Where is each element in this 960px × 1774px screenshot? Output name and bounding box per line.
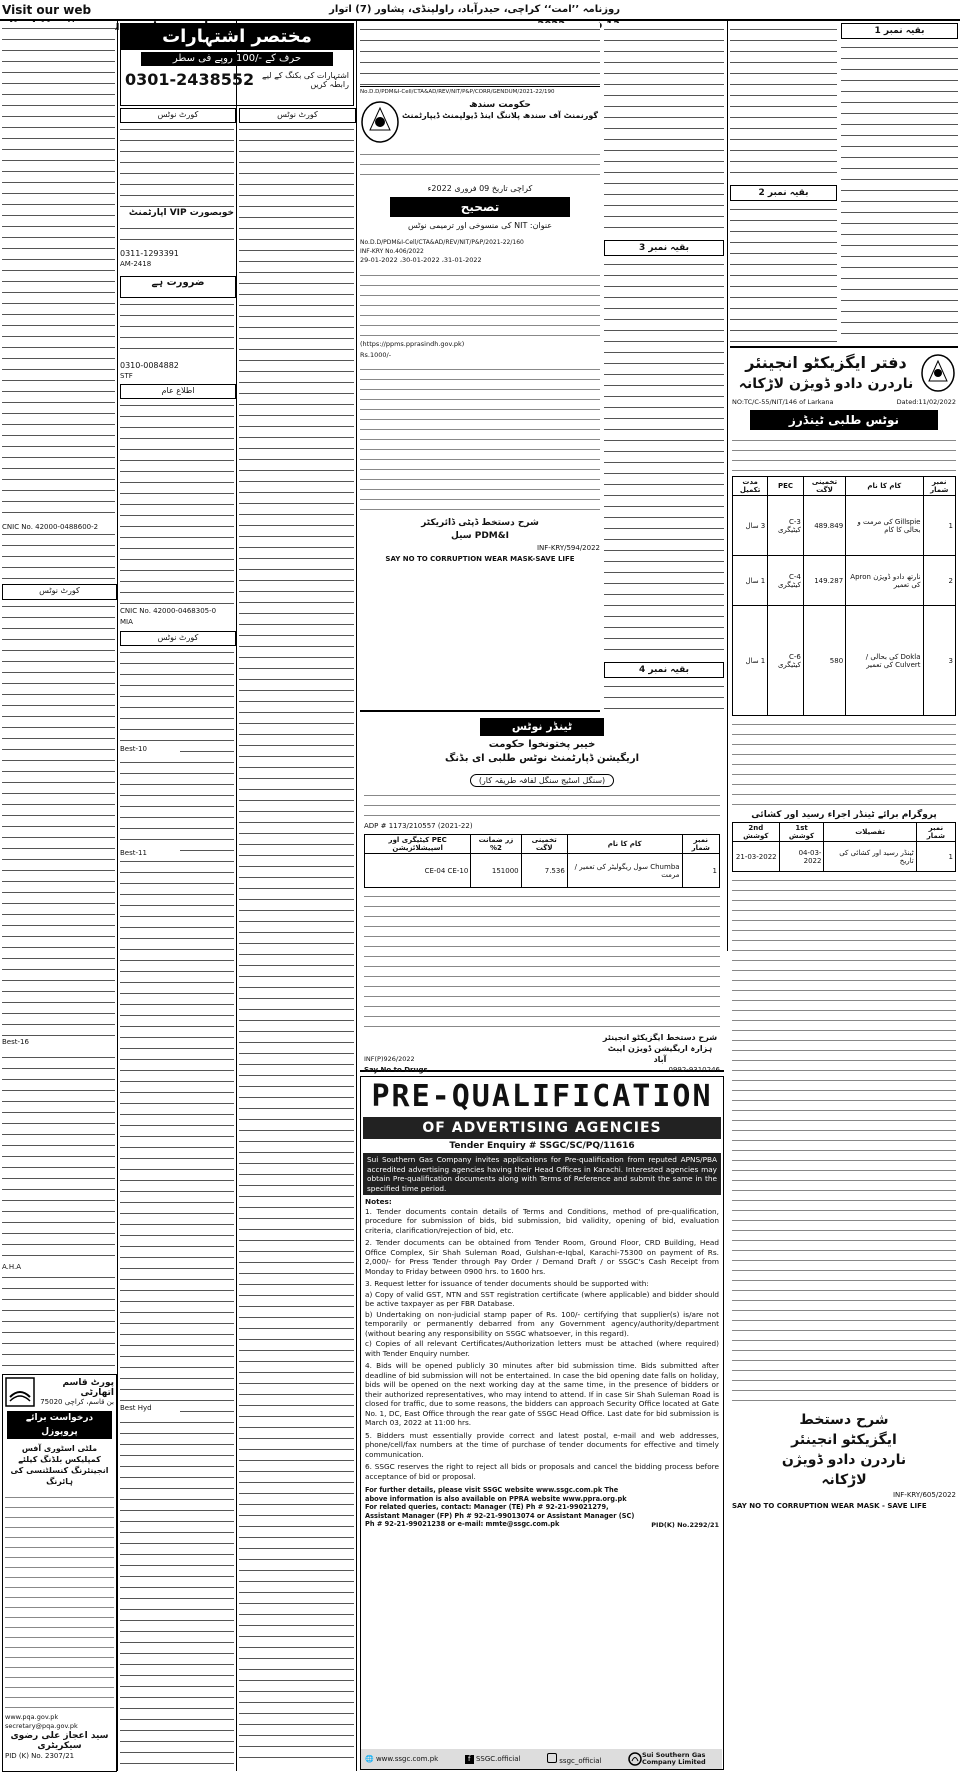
kp-adp: ADP # 1173/210557 (2021-22) — [364, 822, 473, 830]
pqa-web[interactable]: www.pqa.gov.pk — [5, 1713, 59, 1721]
instagram-icon — [547, 1753, 557, 1763]
table-header: تخمینی لاگت — [803, 477, 845, 496]
sindh-inf: INF-KRY/594/2022 — [536, 544, 600, 552]
news-column — [730, 203, 837, 343]
facebook-icon: f — [465, 1755, 474, 1764]
table-header: کام کا نام — [846, 477, 923, 496]
ssgc-note: a) Copy of valid GST, NTN and SST registration certificate (where applicable) and bidder should be active taxpayer as per FBR Database. — [365, 1289, 719, 1308]
table-row: 3 Dokla کی بحالی / Culvert کی تعمیر 580 C-6 کیٹیگری 1 سال — [733, 606, 956, 716]
need-heading: ضرورت ہے — [120, 276, 236, 298]
ssgc-prequalification-notice — [360, 1076, 724, 1770]
dateline: روزنامہ ’’امت‘‘ کراچی، حیدرآباد، راولپنڈی، پشاور (7) اتوار — [329, 4, 620, 15]
ssgc-title: PRE-QUALIFICATION — [371, 1079, 713, 1114]
best-label: Best-11 — [120, 848, 180, 859]
larkana-title-1: دفتر ایگزیکٹو انجینئر — [745, 353, 907, 372]
classified-column-1 — [2, 22, 115, 1770]
bakiya-1-heading: بقیہ نمبر 1 — [841, 23, 958, 39]
larkana-program-title: پروگرام برائے ٹینڈر اجراء رسید اور کشائی — [751, 810, 937, 820]
phone-number[interactable]: 0311-1293391 — [120, 249, 179, 258]
ssgc-note: b) Undertaking on non-judicial stamp paper of Rs. 100/- certifying that supplier(s) is/are not temporarily or permanently debarred from any Government agency/authority/department (without bearing any responsibility on SSGC whatsoever, in this regard). — [365, 1309, 719, 1338]
ssgc-company: Sui Southern Gas Company Limited — [628, 1752, 718, 1766]
ssgc-subtitle: OF ADVERTISING AGENCIES — [363, 1117, 721, 1139]
masthead-rule — [0, 19, 960, 21]
pqa-banner: درخواست برائے پروپوزل — [7, 1411, 112, 1439]
kp-subtitle: (سنگل اسٹیج سنگل لفافہ طریقہ کار) — [470, 774, 614, 787]
best-label: Best Hyd — [120, 1403, 180, 1414]
court-notice-heading: کورٹ نوٹس — [239, 108, 356, 123]
section-rule — [360, 86, 600, 87]
bakiya-4-heading: بقیہ نمبر 4 — [604, 662, 724, 678]
table-header: نمبر شمار — [923, 477, 956, 496]
ssgc-note: 5. Bidders must essentially provide correct and latest postal, e-mail and web addresses, phone/cell/fax numbers at the time of purchase of tender documents for effective and timely communication. — [365, 1430, 719, 1459]
kp-tender-table: نمبر شمار کام کا نام تخمینی لاگت زر ضمانت 2% PEC کیٹیگری اور اسپیشلائزیشن 1 Chumba سول ریگولیٹر کی تعمیر / مرمت 7.536 151000 CE-04 CE-10 — [364, 834, 720, 888]
table-row: 1 Gillspie کی مرمت و بحالی کا کام 489.849 C-3 کیٹیگری 3 سال — [733, 496, 956, 556]
pqa-address: بن قاسم، کراچی 75020 — [40, 1398, 114, 1406]
ssgc-logo-icon — [628, 1752, 642, 1766]
ssgc-note: 4. Bids will be opened publicly 30 minutes after bid submission time. Bids submitted after deadline of bid submission will not be entertained. In case the bid opening date falls on holiday, bids will be opened on the next working day at the same time, in the presence of bidders or their authorized representatives, who may intend to attend. If in case Sir Shah Suleman Road is closed for traffic, due to some reasons, the bidders can approach Security Office located at Gate No. 1, DC, East Office through the rear gate of SSGC Head Office. Last date for bid submission is March 03, 2022 at 11:00 hrs. — [365, 1361, 719, 1427]
classified-phone[interactable]: 0301-2438552 — [125, 70, 255, 89]
ssgc-note: 1. Tender documents contain details of Terms and Conditions, method of pre-qualification, procedure for submission of bids, bid submission, bid validity, opening of bid, evaluation criteria, clarification/rejection of bid, etc. — [365, 1206, 719, 1235]
sindh-footer: SAY NO TO CORRUPTION WEAR MASK-SAVE LIFE — [385, 555, 575, 563]
larkana-inf: INF-KRY/605/2022 — [892, 1491, 956, 1499]
ssgc-notes-label: Notes: — [365, 1197, 392, 1206]
pqa-signature-name: سید اعجاز علی رضوی — [10, 1731, 109, 1741]
website-url[interactable]: Visit our web — [2, 3, 92, 17]
court-notice-heading: کورٹ نوٹس — [120, 631, 236, 646]
kp-slogan: Say No to Drugs — [364, 1066, 428, 1074]
ssgc-facebook[interactable]: f SSGC.official — [465, 1755, 521, 1764]
pqa-signature-title: سیکریٹری — [37, 1741, 82, 1751]
vip-apartment-heading: خوبصورت VIP اپارٹمنٹ — [120, 208, 234, 219]
sindh-nit-ref: No.D.D/PDM&I-Cell/CTA&AD/REV/NIT/P&P/2021-22/160 — [360, 239, 524, 246]
news-column — [730, 23, 837, 183]
column-divider — [727, 21, 728, 951]
column-divider — [117, 21, 118, 1771]
table-row: 1 Chumba سول ریگولیٹر کی تعمیر / مرمت 7.536 151000 CE-04 CE-10 — [365, 854, 720, 888]
kp-govt: خیبر پختونخوا حکومت — [488, 739, 596, 750]
ssgc-instagram[interactable]: ssgc_official — [547, 1753, 601, 1765]
best-label: Best-16 — [2, 1038, 29, 1046]
larkana-ref: NO:TC/C-55/NIT/146 of Larkana — [732, 398, 834, 406]
globe-icon: 🌐 — [365, 1755, 374, 1763]
pqa-title: پورٹ قاسم اتھارٹی — [62, 1378, 114, 1398]
larkana-banner: نوٹس طلبی ٹینڈرز — [750, 410, 938, 430]
sindh-banner: تصحیح — [390, 197, 570, 217]
larkana-tender-table — [732, 476, 956, 716]
table-row: 1 ٹینڈر رسید اور کشائی کی تاریخ 04-03-2022 21-03-2022 — [733, 842, 956, 872]
kp-inf: INF(P)926/2022 — [364, 1055, 415, 1063]
news-column — [604, 258, 724, 658]
sindh-fee: Rs.1000/- — [360, 351, 392, 359]
column-divider — [236, 21, 237, 1771]
sindh-signature: شرح دستخط ڈپٹی ڈائریکٹر PDM&I سیل — [421, 518, 539, 541]
kp-phone[interactable]: 0992-9310246 — [668, 1066, 720, 1074]
table-row: 2 نارتھ دادو ڈویژن Apron کی تعمیر 149.287 C-4 کیٹیگری 1 سال — [733, 556, 956, 606]
pqa-logo-icon — [5, 1377, 35, 1407]
ad-ref: AM-2418 — [120, 260, 152, 268]
ssgc-note: 6. SSGC reserves the right to reject all bids or proposals and cancel the bidding process before acceptance of bid or proposal. — [365, 1462, 719, 1481]
larkana-date: Dated:11/02/2022 — [896, 398, 956, 406]
ssgc-note: 3. Request letter for issuance of tender documents should be supported with: — [365, 1279, 649, 1288]
news-text — [360, 23, 600, 85]
sindh-govt: حکومت سندھ — [469, 100, 531, 110]
sindh-emblem-icon — [360, 100, 400, 144]
ssgc-intro: Sui Southern Gas Company invites applications for Pre-qualification from reputed APNS/PBA accredited advertising agencies having their Head Offices in Karachi. Interested agencies may obtain Pre-qualification documents along with Terms of Reference and submit the same in the specified time period. — [363, 1153, 721, 1195]
kp-signature: شرح دستخط ایگزیکٹو انجینئر ہزارہ اریگیشن ڈویژن ایبٹ آباد — [602, 1033, 718, 1064]
sindh-ppra-url[interactable]: (https://ppms.pprasindh.gov.pk) — [360, 340, 465, 348]
port-qasim-notice — [2, 1374, 117, 1772]
ssgc-note: c) Copies of all relevant Certificates/Authorization letters must be attached (where required) with Tender Enquiry number. — [365, 1339, 719, 1358]
phone-number[interactable]: 0310-0084882 — [120, 361, 179, 370]
ad-ref: STF — [120, 372, 133, 380]
pqa-email[interactable]: secretary@pqa.gov.pk — [5, 1722, 78, 1730]
larkana-tender-notice — [730, 346, 958, 1770]
kp-tender-notice — [360, 716, 724, 1072]
news-column — [841, 41, 958, 343]
cnic-line: CNIC No. 42000-0488600-2 — [2, 523, 99, 531]
court-notice-heading: کورٹ نوٹس — [2, 584, 117, 600]
vip-heading: کورٹ نوٹس — [120, 108, 236, 123]
sindh-dept: گورنمنٹ آف سندھ پلاننگ اینڈ ڈیولپمنٹ ڈیپارٹمنٹ — [401, 111, 599, 120]
ad-ref: MIA — [120, 618, 133, 626]
bakiya-2-heading: بقیہ نمبر 2 — [730, 185, 837, 201]
cnic-line: CNIC No. 42000-0468305-0 — [120, 607, 217, 615]
kp-banner: ٹینڈر نوٹس — [480, 718, 604, 736]
sindh-ref: No.D.D/PDM&I-Cell/CTA&AD/REV/NIT/P&P/CORR/GENDUM/2021-22/190 — [360, 89, 555, 95]
news-column — [604, 23, 724, 238]
larkana-footer: SAY NO TO CORRUPTION WEAR MASK - SAVE LIFE — [732, 1502, 927, 1510]
ssgc-note: 2. Tender documents can be obtained from Tender Room, Ground Floor, CRD Building, Head Office Complex, Sir Shah Suleman Road, Gulshan-e-Iqbal, Karachi-75300 on payment of Rs. 2,000/- for Press Tender through Pay Order / Demand Draft / or SSGC's Cash Receipt from Monday to Friday between 0900 hrs. to 1600 hrs. — [365, 1238, 719, 1276]
sindh-emblem-icon — [920, 353, 956, 393]
column-divider — [356, 21, 357, 1771]
sindh-date: کراچی تاریخ 09 فروری 2022ء — [427, 184, 533, 193]
ssgc-website[interactable]: 🌐 www.ssgc.com.pk — [365, 1755, 439, 1763]
table-header: PEC — [768, 477, 804, 496]
classified-booking-note: اشتہارات کی بکنگ کے لیے رابطہ کریں — [262, 70, 349, 89]
ssgc-contact: For further details, please visit SSGC website www.ssgc.com.pk The above information is also available on PPRA website www.ppra.org.pk For related queries, contact: Manager (TE) Ph # 92-21-99021279, Assistant Manager (FP) Ph # 92-21-99013074 or Assistant Manager (SC) Ph # 92-21-99021238 or e-mail: mmte@ssgc.com.pk — [365, 1486, 635, 1528]
news-column — [604, 680, 724, 710]
larkana-program-table: نمبر شمار تفصیلات 1st کوشش 2nd کوشش 1 ٹینڈر رسید اور کشائی کی تاریخ 04-03-2022 21-03-2022 — [732, 822, 956, 872]
table-header: مدت تکمیل — [733, 477, 768, 496]
larkana-title-2: ناردرن دادو ڈویژن لاڑکانہ — [738, 376, 914, 392]
sindh-corrigendum-notice — [360, 88, 600, 712]
classified-title: مختصر اشتہارات — [121, 24, 353, 50]
aha-label: A.H.A — [2, 1263, 22, 1271]
general-notice-heading: اطلاع عام — [120, 384, 236, 399]
kp-dept: اریگیشن ڈپارٹمنٹ نوٹس طلبی ای بڈنگ — [445, 753, 639, 764]
pqa-pid: PID (K) No. 2307/21 — [5, 1752, 75, 1760]
sindh-nit-kry: INF-KRY No.406/2022 — [360, 248, 424, 255]
sindh-dates: 29-01-2022 ،30-01-2022 ،31-01-2022 — [360, 256, 482, 264]
ssgc-pid: PID(K) No.2292/21 — [651, 1520, 719, 1529]
pqa-subject: ملٹی اسٹوری آفس کمپلیکس بلڈنگ کیلئے انجینئرنگ کنسلٹنسی کی ہائرنگ — [10, 1444, 109, 1486]
classified-column-2 — [120, 108, 234, 1770]
sindh-subject: عنوان: NIT کی منسوخی اور ترمیمی نوٹس — [407, 221, 553, 230]
classified-rate: حرف کے -/100 روپے فی سطر — [141, 52, 333, 66]
classified-banner — [120, 23, 354, 106]
classified-column-3 — [239, 108, 354, 1770]
best-label: Best-10 — [120, 744, 180, 755]
ssgc-enquiry: Tender Enquiry # SSGC/SC/PQ/11616 — [449, 1141, 635, 1151]
larkana-signature: شرح دستخط ایگزیکٹو انجینئر ناردرن دادو ڈویژن لاڑکانہ — [781, 1412, 907, 1488]
bakiya-3-heading: بقیہ نمبر 3 — [604, 240, 724, 256]
